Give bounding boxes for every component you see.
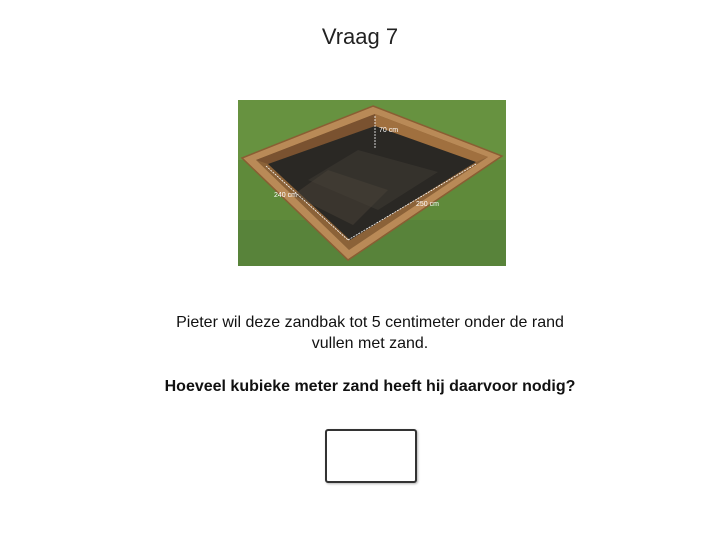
page-title: Vraag 7 xyxy=(321,24,399,49)
height-label: 70 cm xyxy=(379,127,399,134)
sandbox-photo xyxy=(238,100,506,266)
question-prompt: Hoeveel kubieke meter zand heeft hij daarvoor nodig? xyxy=(164,378,576,395)
question-text: Pieter wil deze zandbak tot 5 centimeter onder de rand vullen met zand. xyxy=(176,314,564,352)
length-label: 250 cm xyxy=(416,201,439,208)
width-label: 240 cm xyxy=(274,192,297,199)
answer-box[interactable] xyxy=(325,429,417,483)
